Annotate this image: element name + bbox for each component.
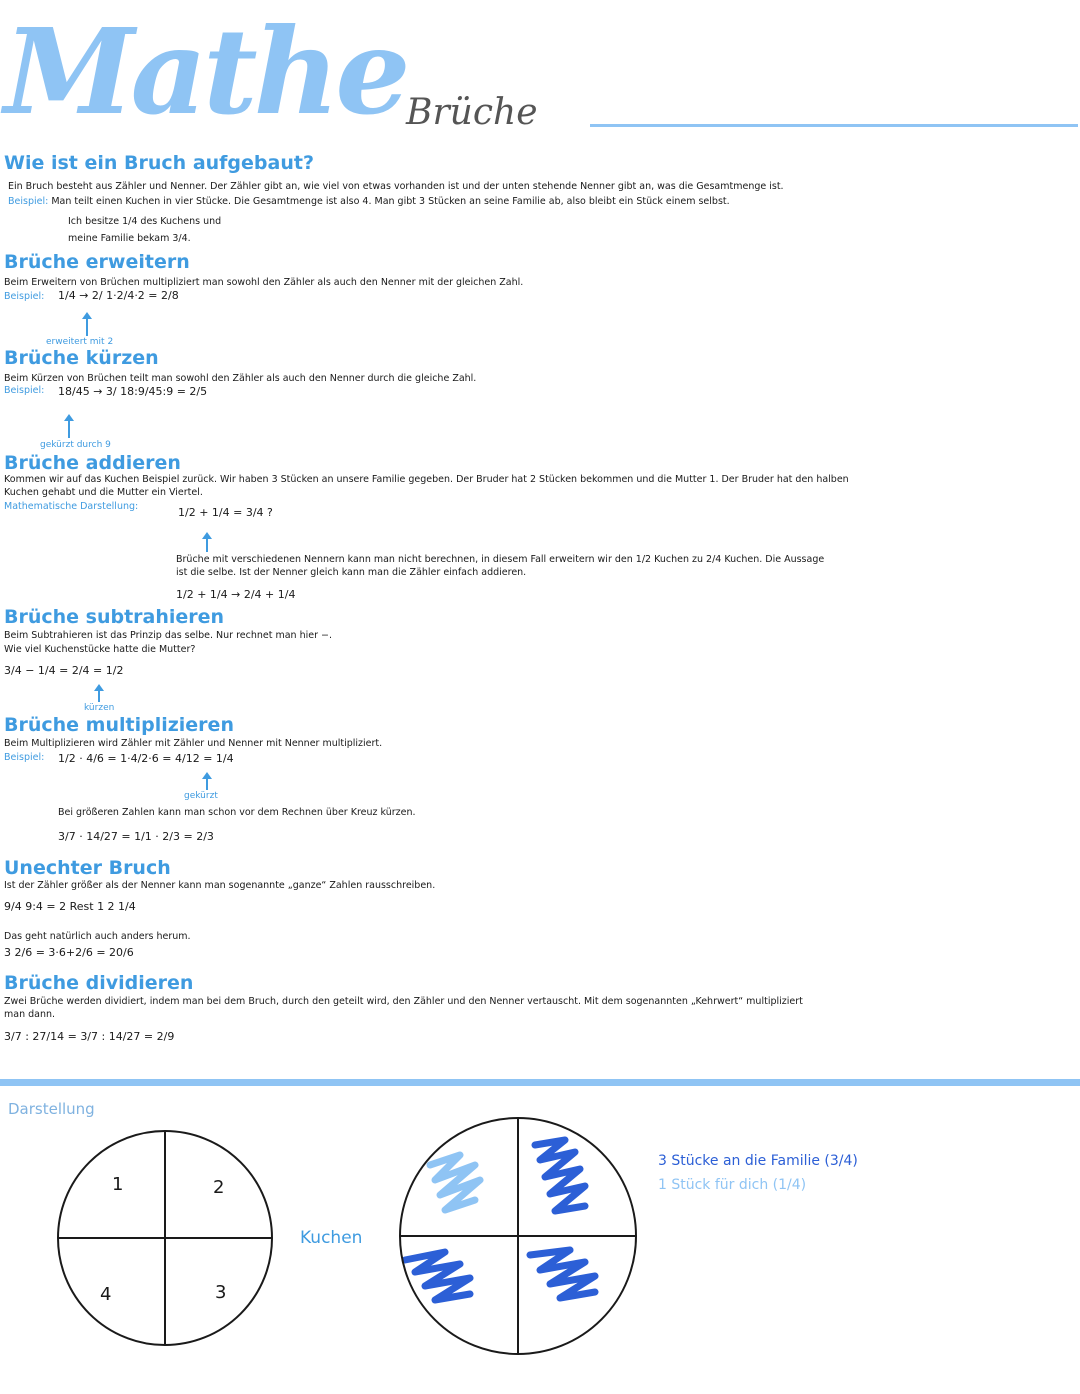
dividieren-line-1: Zwei Brüche werden dividiert, indem man bei dem Bruch, durch den geteilt wird, den Zähler und den Nenner vertauscht. Mit dem sogenannten „Kehrwert“ multipliziert — [4, 996, 803, 1007]
kuchen-label: Kuchen — [300, 1228, 363, 1248]
arrow-up-icon — [68, 420, 70, 438]
addieren-darstellung-label: Mathematische Darstellung: — [4, 501, 139, 512]
pie-label-1: 1 — [112, 1174, 124, 1195]
arrow-up-icon — [206, 778, 208, 790]
kuerzen-note: gekürzt durch 9 — [40, 440, 111, 450]
pie-label-3: 3 — [215, 1282, 227, 1303]
scribble-family-icon — [530, 1250, 595, 1298]
subtrahieren-line-1: Beim Subtrahieren ist das Prinzip das selbe. Nur rechnet man hier −. — [4, 630, 333, 641]
heading-subtrahieren: Brüche subtrahieren — [4, 606, 225, 628]
kuerzen-text: Beim Kürzen von Brüchen teilt man sowohl den Zähler als auch den Nenner durch die gleiche Zahl. — [4, 373, 477, 384]
pie-diagrams — [0, 1090, 1080, 1390]
subtrahieren-example: 3/4 − 1/4 = 2/4 = 1/2 — [4, 664, 124, 677]
unechter-example: 9/4 9:4 = 2 Rest 1 2 1/4 — [4, 900, 136, 913]
addieren-explain-1: Brüche mit verschiedenen Nennern kann man nicht berechnen, in diesem Fall erweitern wir den 1/2 Kuchen zu 2/4 Kuchen. Die Aussage — [176, 554, 825, 565]
aufbau-line-1: Ein Bruch besteht aus Zähler und Nenner. Der Zähler gibt an, wie viel von etwas vorhanden ist und der unten stehende Nenner gibt an, was die Gesamtmenge ist. — [8, 181, 784, 192]
addieren-line-2: Kuchen gehabt und die Mutter ein Viertel. — [4, 487, 203, 498]
multiplizieren-example: 1/2 · 4/6 = 1·4/2·6 = 4/12 = 1/4 — [58, 752, 234, 765]
arrow-up-icon — [206, 538, 208, 552]
erweitern-example: 1/4 → 2/ 1·2/4·2 = 2/8 — [58, 289, 179, 302]
kuerzen-beispiel-label: Beispiel: — [4, 385, 45, 396]
arrow-up-icon — [86, 318, 88, 336]
legend-family: 3 Stücke an die Familie (3/4) — [658, 1153, 858, 1169]
page-title: Mathe — [4, 2, 407, 141]
aufbau-line-4: meine Familie bekam 3/4. — [68, 233, 191, 244]
heading-aufbau: Wie ist ein Bruch aufgebaut? — [4, 152, 314, 174]
multiplizieren-beispiel-label: Beispiel: — [4, 752, 45, 763]
addieren-explain-2: ist die selbe. Ist der Nenner gleich kann man die Zähler einfach addieren. — [176, 567, 527, 578]
arrow-up-icon — [98, 690, 100, 702]
erweitern-note: erweitert mit 2 — [46, 337, 114, 347]
aufbau-line-2: Beispiel: Man teilt einen Kuchen in vier Stücke. Die Gesamtmenge ist also 4. Man gibt 3 Stücken an seine Familie ab, also bleibt ein Stück einem selbst. — [8, 196, 730, 207]
plain-pie — [58, 1131, 272, 1345]
multiplizieren-text: Beim Multiplizieren wird Zähler mit Zähler und Nenner mit Nenner multipliziert. — [4, 738, 383, 749]
heading-dividieren: Brüche dividieren — [4, 972, 194, 994]
scribble-pie — [400, 1118, 636, 1354]
erweitern-text: Beim Erweitern von Brüchen multipliziert man sowohl den Zähler als auch den Nenner mit der gleichen Zahl. — [4, 277, 524, 288]
heading-kuerzen: Brüche kürzen — [4, 347, 159, 369]
addieren-line-1: Kommen wir auf das Kuchen Beispiel zurück. Wir haben 3 Stücken an unsere Familie gegeben. Der Bruder hat 2 Stücken bekommen und die Mutter 1. Der Bruder hat den halben — [4, 474, 849, 485]
kuerzen-example: 18/45 → 3/ 18:9/45:9 = 2/5 — [58, 385, 208, 398]
pie-label-2: 2 — [213, 1177, 225, 1198]
scribble-self-icon — [430, 1155, 480, 1210]
darstellung-label: Darstellung — [8, 1100, 95, 1118]
dividieren-line-2: man dann. — [4, 1009, 56, 1020]
subtrahieren-note: kürzen — [84, 703, 115, 713]
scribble-family-icon — [535, 1140, 585, 1211]
heading-addieren: Brüche addieren — [4, 452, 181, 474]
multiplizieren-text-2: Bei größeren Zahlen kann man schon vor dem Rechnen über Kreuz kürzen. — [58, 807, 416, 818]
beispiel-label: Beispiel: — [8, 196, 49, 207]
heading-multiplizieren: Brüche multiplizieren — [4, 714, 234, 736]
subtrahieren-line-2: Wie viel Kuchenstücke hatte die Mutter? — [4, 644, 196, 655]
multiplizieren-example-2: 3/7 · 14/27 = 1/1 · 2/3 = 2/3 — [58, 830, 214, 843]
title-underline — [590, 124, 1078, 127]
legend-self: 1 Stück für dich (1/4) — [658, 1177, 807, 1193]
unechter-example-2: 3 2/6 = 3·6+2/6 = 20/6 — [4, 946, 134, 959]
heading-unechter-bruch: Unechter Bruch — [4, 857, 171, 879]
aufbau-line-3: Ich besitze 1/4 des Kuchens und — [68, 216, 222, 227]
erweitern-beispiel-label: Beispiel: — [4, 291, 45, 302]
pie-label-4: 4 — [100, 1284, 112, 1305]
page-subtitle: Brüche — [406, 92, 538, 133]
unechter-text: Ist der Zähler größer als der Nenner kann man sogenannte „ganze“ Zahlen rausschreiben. — [4, 880, 436, 891]
heading-erweitern: Brüche erweitern — [4, 251, 190, 273]
addieren-example: 1/2 + 1/4 = 3/4 ? — [178, 506, 273, 519]
section-separator — [0, 1079, 1080, 1086]
dividieren-example: 3/7 : 27/14 = 3/7 : 14/27 = 2/9 — [4, 1030, 175, 1043]
addieren-example-2: 1/2 + 1/4 → 2/4 + 1/4 — [176, 588, 296, 601]
unechter-text-2: Das geht natürlich auch anders herum. — [4, 931, 191, 942]
multiplizieren-note: gekürzt — [184, 791, 218, 801]
